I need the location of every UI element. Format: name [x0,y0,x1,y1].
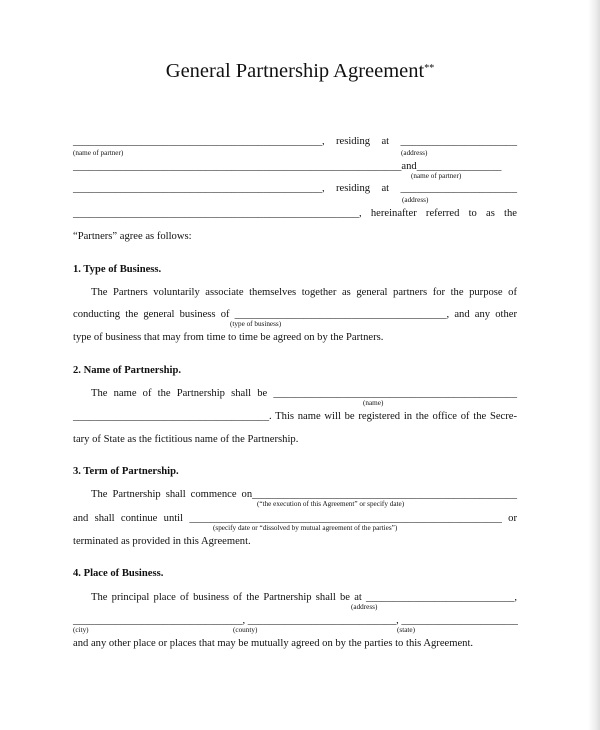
caption-execution-date: (“the execution of this Agreement” or specify date) [257,500,405,508]
section-1-line-2[interactable]: conducting the general business of ________________________________________, and any other [73,309,517,320]
caption-address-3: (address) [351,603,378,611]
section-2-heading: 2. Name of Partnership. [73,365,181,376]
partner-line-3[interactable]: _______________________________________________, residing at ______________________ [73,183,517,194]
caption-address-2: (address) [402,196,429,204]
caption-name-of-partner-2: (name of partner) [411,172,462,180]
caption-dissolution: (specify date or “dissolved by mutual agreement of the parties”) [213,524,398,532]
partner-line-2[interactable]: ______________________________________________________________and________________ [73,161,502,172]
section-3-line-3: terminated as provided in this Agreement. [73,536,251,547]
caption-address-1: (address) [401,149,428,157]
title-mark: ** [424,63,435,74]
title-text: General Partnership Agreement [165,60,425,82]
section-1-line-3: type of business that may from time to time be agreed on by the Partners. [73,332,384,343]
partner-line-4[interactable]: ______________________________________________________, hereinafter referred to as the [73,208,517,219]
section-4-line-1[interactable]: The principal place of business of the Partnership shall be at ____________________________, [91,592,517,603]
caption-type-of-business: (type of business) [230,320,282,328]
caption-name-of-partner: (name of partner) [73,149,124,157]
partners-agree-line: “Partners” agree as follows: [73,231,192,242]
caption-county: (county) [233,626,258,634]
section-1-heading: 1. Type of Business. [73,264,162,275]
section-3-line-1[interactable]: The Partnership shall commence on__________________________________________________ [91,489,517,500]
section-3-line-2[interactable]: and shall continue until ___________________________________________________________ or [73,513,517,524]
section-3-heading: 3. Term of Partnership. [73,466,179,477]
section-4-line-2[interactable]: ________________________________, ____________________________, ______________________ [73,615,518,626]
section-2-line-1[interactable]: The name of the Partnership shall be ______________________________________________ [91,388,517,399]
section-1-line-1: The Partners voluntarily associate themselves together as general partners for the purpose of [91,287,517,298]
document-title [0,60,600,83]
section-4-heading: 4. Place of Business. [73,568,164,579]
partner-line-1[interactable]: _______________________________________________, residing at ______________________ [73,136,517,147]
caption-city: (city) [73,626,89,634]
page-edge-shadow [588,0,600,730]
section-2-line-3: tary of State as the fictitious name of the Partnership. [73,434,299,445]
caption-state: (state) [397,626,415,634]
caption-name: (name) [363,399,384,407]
section-2-line-2[interactable]: _____________________________________. This name will be registered in the office of the Secre- [73,411,517,422]
section-4-line-3: and any other place or places that may be mutually agreed on by the parties to this Agreement. [73,638,474,649]
